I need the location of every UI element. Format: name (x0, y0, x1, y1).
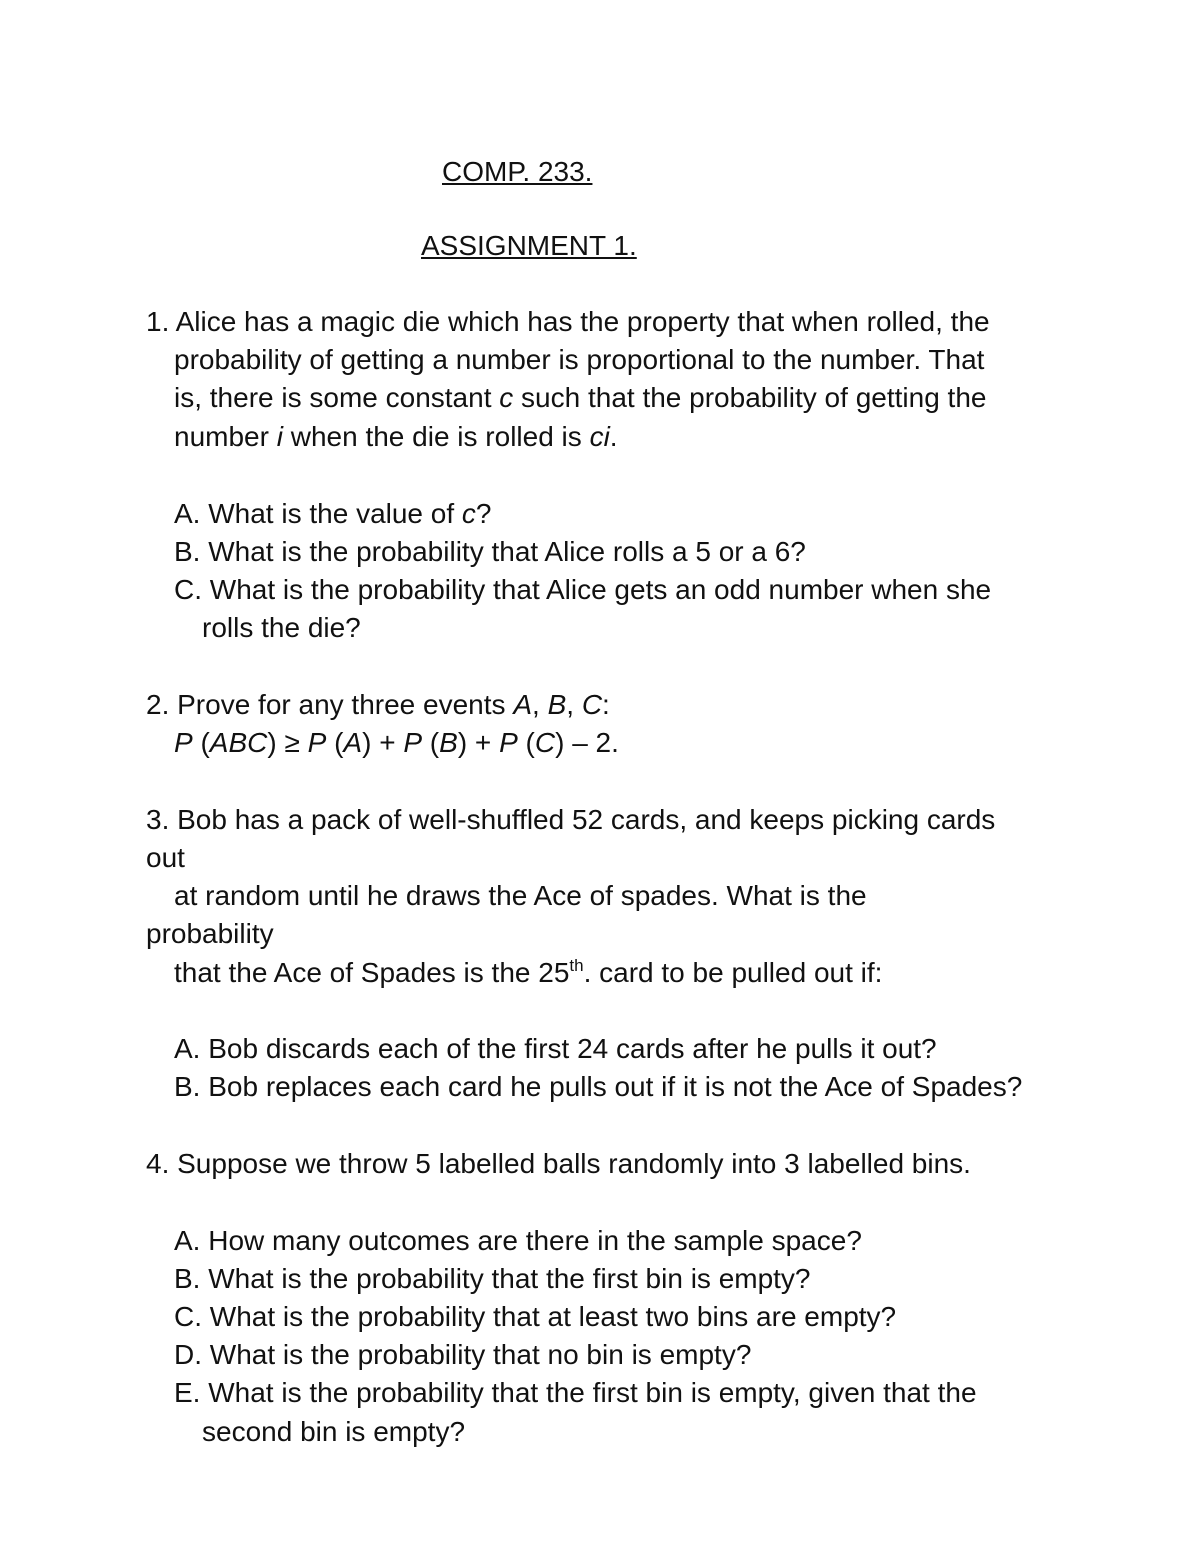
course-title: COMP. 233. (442, 156, 593, 187)
q1-line-2: probability of getting a number is proportional to the number. That (174, 344, 985, 375)
ordinal-superscript: th (569, 956, 584, 975)
q4-part-e-line-1: E. What is the probability that the first bin is empty, given that the (174, 1377, 977, 1408)
q3-line-5: that the Ace of Spades is the 25th. card to be pulled out if: (174, 956, 883, 988)
q1-part-a: A. What is the value of c? (174, 498, 492, 529)
q3-line-1: 3. Bob has a pack of well-shuffled 52 cards, and keeps picking cards (146, 804, 996, 835)
q1-line-1: 1. Alice has a magic die which has the property that when rolled, the (146, 306, 990, 337)
q2-line-1: 2. Prove for any three events A, B, C: (146, 689, 610, 720)
q4-part-b: B. What is the probability that the first bin is empty? (174, 1263, 811, 1294)
q3-part-b: B. Bob replaces each card he pulls out if it is not the Ace of Spades? (174, 1071, 1023, 1102)
q2-formula: P (ABC) ≥ P (A) + P (B) + P (C) – 2. (174, 727, 619, 758)
q3-line-3: at random until he draws the Ace of spades. What is the (174, 880, 867, 911)
assignment-title: ASSIGNMENT 1. (421, 230, 637, 261)
q3-line-2: out (146, 842, 185, 873)
q4-line-1: 4. Suppose we throw 5 labelled balls randomly into 3 labelled bins. (146, 1148, 971, 1179)
q3-part-a: A. Bob discards each of the first 24 cards after he pulls it out? (174, 1033, 937, 1064)
q3-line-4: probability (146, 918, 274, 949)
q1-part-c-line-2: rolls the die? (202, 612, 361, 643)
q4-part-a: A. How many outcomes are there in the sample space? (174, 1225, 862, 1256)
q4-part-c: C. What is the probability that at least two bins are empty? (174, 1301, 897, 1332)
q4-part-d: D. What is the probability that no bin is empty? (174, 1339, 752, 1370)
q1-line-4: number i when the die is rolled is ci. (174, 421, 618, 452)
q4-part-e-line-2: second bin is empty? (202, 1416, 466, 1447)
q1-part-b: B. What is the probability that Alice rolls a 5 or a 6? (174, 536, 806, 567)
q1-part-c-line-1: C. What is the probability that Alice gets an odd number when she (174, 574, 992, 605)
q1-line-3: is, there is some constant c such that the probability of getting the (174, 382, 987, 413)
